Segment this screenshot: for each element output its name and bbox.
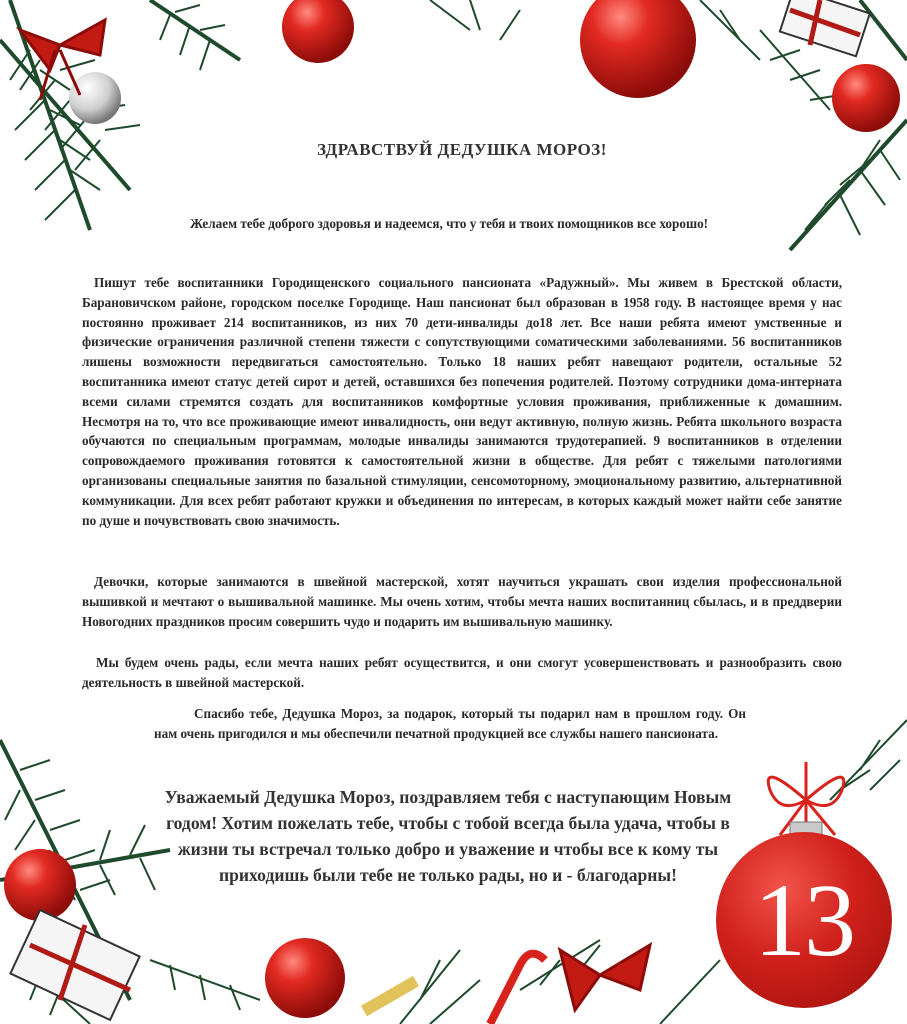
bow-ribbon: [20, 20, 105, 100]
greeting-paragraph: Желаем тебе доброго здоровья и надеемся, что у тебя и твоих помощников все хорошо!: [190, 216, 709, 231]
gift-box: [10, 910, 139, 1020]
badge-number: 13: [754, 862, 854, 978]
ornament-ball: [69, 72, 121, 124]
bow-ribbon: [560, 945, 650, 1010]
letter-title: ЗДРАВСТВУЙ ДЕДУШКА МОРОЗ!: [317, 140, 607, 159]
gift-box: [780, 0, 870, 56]
pine-branch-top-left: [0, 0, 240, 230]
ornament-ball: [580, 0, 696, 98]
paragraph-wish-request: Девочки, которые занимаются в швейной мастерской, хотят научиться украшать свои изделия профессиональной вышивкой и мечтают о вышивальной машинке. Мы очень хотим, чтобы мечта наших воспитанниц сбылась, и в преддверии Новогодних праздников просим совершить чудо и подарить им вышивальную машинку.: [82, 574, 842, 629]
ornament-ball: [832, 64, 900, 132]
ornament-ball: [282, 0, 354, 63]
badge-bow-icon: [768, 762, 844, 842]
number-badge: [716, 832, 892, 1008]
ornament-ball: [4, 849, 76, 921]
candy-cane: [490, 954, 545, 1024]
thanks-paragraph: Спасибо тебе, Дедушка Мороз, за подарок, который ты подарил нам в прошлом году. Он нам очень пригодился и мы обеспечили печатной продукцией все службы нашего пансионата.: [154, 706, 746, 741]
ornament-ball: [265, 938, 345, 1018]
new-year-wish: Уважаемый Дедушка Мороз, поздравляем тебя с наступающим Новым годом! Хотим пожелать тебе, чтобы с тобой всегда была удача, чтобы в жизни ты встречал только добро и уважение и чтобы все к кому ты приходишь были тебе не только рады, но и - благодарны!: [164, 787, 732, 885]
pine-branch-top-right: [430, 0, 907, 250]
paragraph-hope: Мы будем очень рады, если мечта наших ребят осуществится, и они смогут усовершенствовать и разнообразить свою деятельность в швейной мастерской.: [82, 655, 842, 690]
paragraph-about-pansionat: Пишут тебе воспитанники Городищенского социального пансионата «Радужный». Мы живем в Брестской области, Барановичском районе, городском поселке Городище. Наш пансионат был образован в 1958 году. В настоящее время у нас постоянно проживает 214 воспитанников, из них 70 дети-инвалиды до18 лет. Все наши ребята имеют умственные и физические ограничения различной степени тяжести с сопутствующими соматическими заболеваниями. 56 воспитанников лишены возможности передвигаться самостоятельно. Только 18 наших ребят навещают родители, остальные 52 воспитанника имеют статус детей сирот и детей, оставшихся без попечения родителей. Поэтому сотрудники дома-интерната всеми силами стремятся создать для воспитанников комфортные условия проживания, приближенные к домашним. Несмотря на то, что все проживающие имеют инвалидность, они ведут активную, полную жизнь. Ребята школьного возраста обучаются по специальным программам, молодые инвалиды занимаются трудотерапией. 9 воспитанников в отделении сопровождаемого проживания готовятся к самостоятельной жизни в обществе. Для ребят с тяжелыми патологиями организованы специальные занятия по базальной стимуляции, сенсомоторному, эмоциональному развитию, альтернативной коммуникации. Для всех ребят работают кружки и объединения по интересам, в которых каждый может найти себе занятие по душе и почувствовать свою значимость.: [82, 275, 842, 528]
